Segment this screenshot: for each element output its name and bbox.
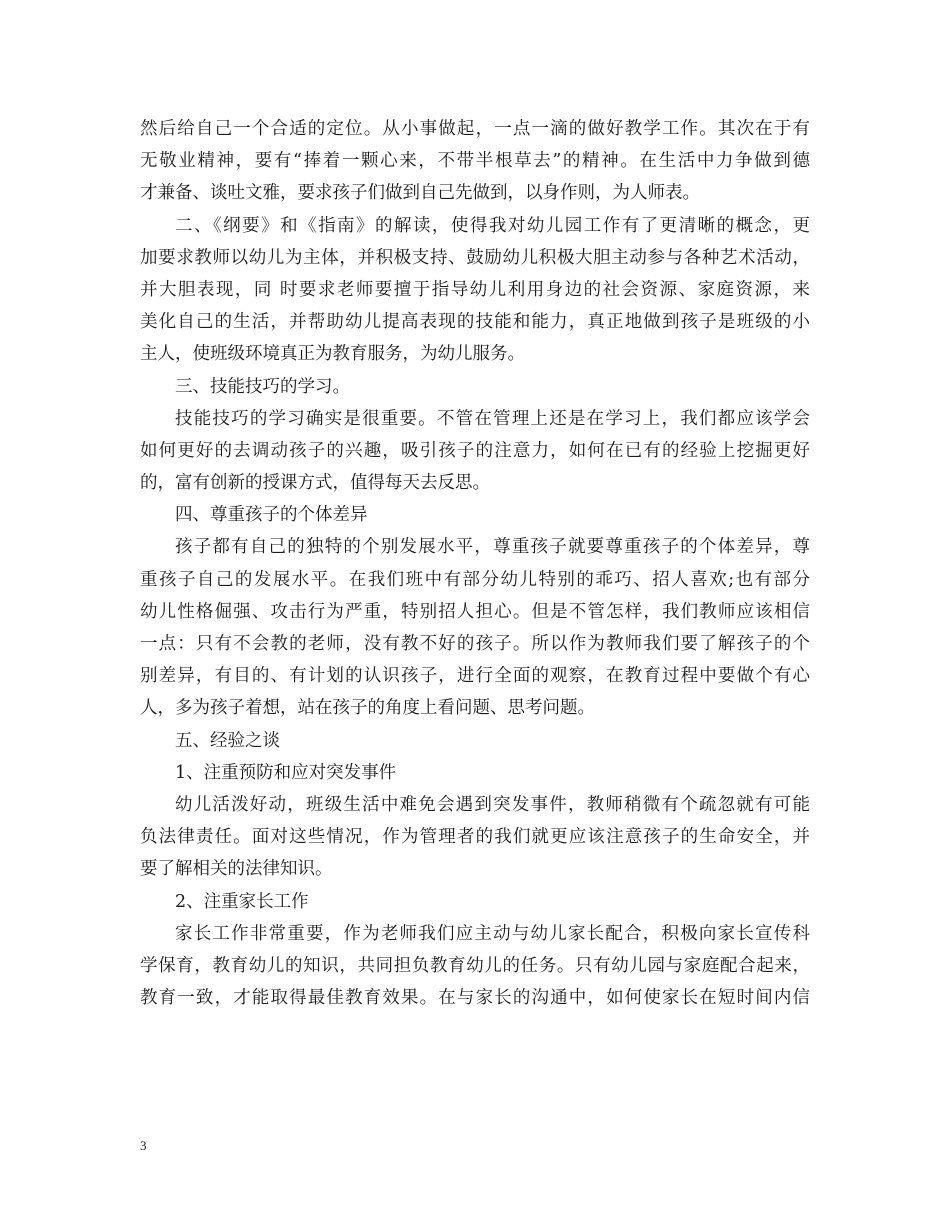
text-line: 并大胆表现，同 时要求老师要擅于指导幼儿利用身边的社会资源、家庭资源，来 (140, 279, 810, 300)
text-line: 教育一致，才能取得最佳教育效果。在与家长的沟通中，如何使家长在短时间内信 (140, 988, 810, 1009)
text-line: 一点：只有不会教的老师，没有教不好的孩子。所以作为教师我们要了解孩子的个 (140, 634, 810, 654)
text-line: 技能技巧的学习确实是很重要。不管在管理上还是在学习上，我们都应该学会 (175, 408, 810, 429)
text-line: 幼儿活泼好动，班级生活中难免会遇到突发事件，教师稍微有个疏忽就有可能 (175, 794, 810, 815)
text-line: 1、注重预防和应对突发事件 (175, 762, 397, 783)
text-line: 幼儿性格倔强、攻击行为严重，特别招人担心。但是不管怎样，我们教师应该相信 (140, 601, 810, 622)
document-body (140, 113, 810, 1014)
text-line: 家长工作非常重要，作为老师我们应主动与幼儿家长配合，积极向家长宣传科 (175, 923, 810, 944)
text-line: 然后给自己一个合适的定位。从小事做起，一点一滴的做好教学工作。其次在于有 (140, 119, 810, 139)
text-line: 负法律责任。面对这些情况，作为管理者的我们就更应该注意孩子的生命安全，并 (140, 827, 810, 848)
text-line: 要了解相关的法律知识。 (140, 859, 333, 880)
text-line: 重孩子自己的发展水平。在我们班中有部分幼儿特别的乖巧、招人喜欢;也有部分 (140, 569, 810, 590)
text-line: 加要求教师以幼儿为主体，并积极支持、鼓励幼儿积极大胆主动参与各种艺术活动， (140, 247, 810, 268)
text-line: 五、经验之谈 (175, 730, 280, 751)
text-line: 的，富有创新的授课方式，值得每天去反思。 (140, 473, 490, 494)
text-line: 如何更好的去调动孩子的兴趣，吸引孩子的注意力，如何在已有的经验上挖掘更好 (140, 440, 810, 461)
text-line: 学保育，教育幼儿的知识，共同担负教育幼儿的任务。只有幼儿园与家庭配合起来， (140, 955, 810, 976)
text-line: 孩子都有自己的独特的个别发展水平，尊重孩子就要尊重孩子的个体差异，尊 (175, 537, 810, 558)
text-line: 三、技能技巧的学习。 (175, 376, 350, 397)
text-line: 二、《纲要》和《指南》的解读，使得我对幼儿园工作有了更清晰的概念，更 (175, 215, 810, 236)
text-line: 四、尊重孩子的个体差异 (175, 505, 368, 526)
text-line: 人，多为孩子着想，站在孩子的角度上看问题、思考问题。 (140, 698, 595, 719)
text-line: 美化自己的生活，并帮助幼儿提高表现的技能和能力，真正地做到孩子是班级的小 (140, 312, 810, 333)
text-line: 主人，使班级环境真正为教育服务，为幼儿服务。 (140, 344, 525, 365)
text-line: 2、注重家长工作 (175, 891, 309, 912)
text-line: 别差异，有目的、有计划的认识孩子，进行全面的观察，在教育过程中要做个有心 (140, 666, 810, 687)
text-line: 无敬业精神，要有“捧着一颗心来，不带半根草去”的精神。在生活中力争做到德 (140, 151, 810, 172)
page-number: 3 (140, 1138, 147, 1153)
text-line: 才兼备、谈吐文雅，要求孩子们做到自己先做到，以身作则，为人师表。 (140, 183, 700, 204)
